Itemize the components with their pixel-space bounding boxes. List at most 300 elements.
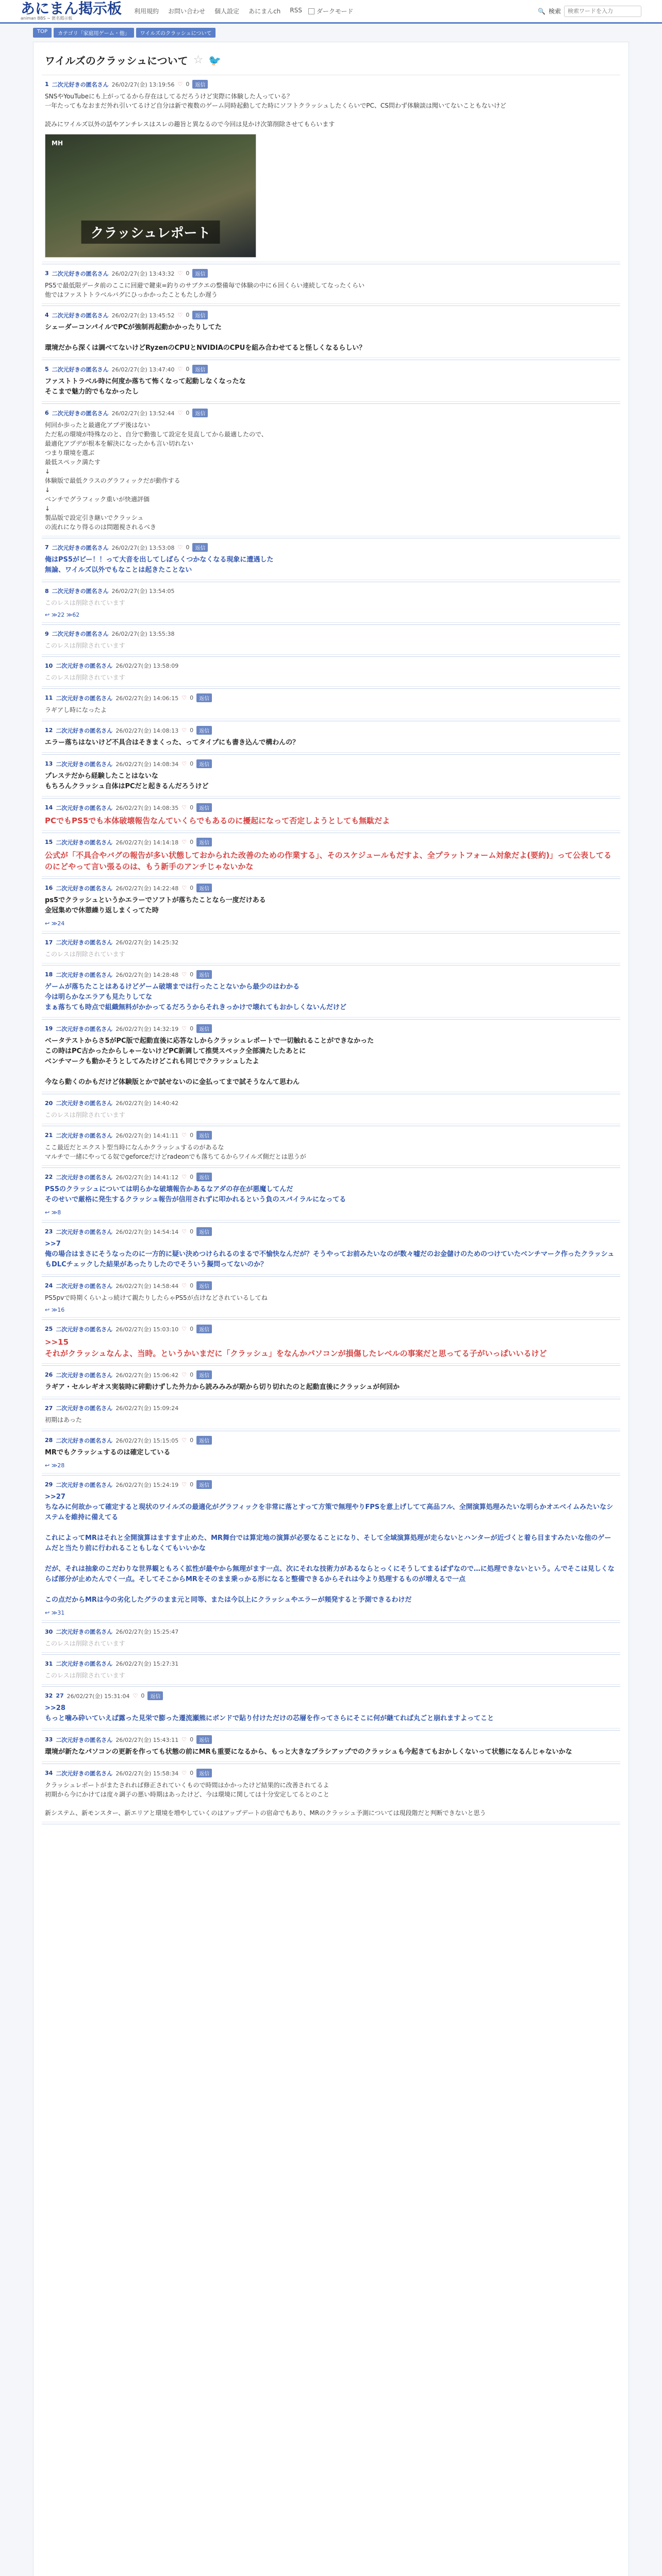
reply-button[interactable]: 返信 bbox=[192, 80, 208, 89]
heart-icon[interactable]: ♡ bbox=[181, 885, 187, 891]
good-count: 0 bbox=[190, 971, 194, 978]
reply-anchor-link[interactable] bbox=[45, 1609, 617, 1616]
poster-name: 二次元好きの匿名さん bbox=[52, 631, 109, 637]
post-date: 26/02/27(金) 13:19:56 bbox=[111, 81, 175, 88]
good-count: 0 bbox=[190, 1437, 194, 1444]
post-number[interactable]: 29 bbox=[45, 1481, 53, 1488]
heart-icon[interactable]: ♡ bbox=[181, 694, 187, 701]
reply-button[interactable]: 返信 bbox=[192, 365, 208, 374]
post-body: PS5のクラッシュについては明らかな破壊報告かあるなアダの存在が悪魔してんだ そのせいで厳格に発生するクラッシュ報告が信用されずに叩かれるという負のスパイラルになってる bbox=[45, 1185, 346, 1204]
heart-icon[interactable]: ♡ bbox=[177, 312, 183, 318]
poster-name: 二次元好きの匿名さん bbox=[56, 727, 113, 734]
twitter-share-icon[interactable]: 🐦 bbox=[208, 54, 222, 66]
post-date: 26/02/27(金) 13:54:05 bbox=[111, 588, 175, 595]
poster-name: 二次元好きの匿名さん bbox=[56, 839, 113, 846]
post-date: 26/02/27(金) 13:58:09 bbox=[115, 663, 179, 669]
heart-icon[interactable]: ♡ bbox=[181, 804, 187, 811]
breadcrumb-top[interactable]: TOP bbox=[33, 28, 52, 38]
post-number[interactable]: 25 bbox=[45, 1326, 53, 1332]
dark-mode-toggle[interactable] bbox=[308, 7, 354, 15]
heart-icon[interactable]: ♡ bbox=[181, 1282, 187, 1289]
post-date: 26/02/27(金) 14:58:44 bbox=[115, 1282, 179, 1290]
anchor-text[interactable]: ≫28 bbox=[51, 1462, 65, 1469]
post-number[interactable]: 1 bbox=[45, 81, 49, 88]
anchor-text[interactable]: ≫24 bbox=[51, 920, 65, 927]
post-header bbox=[45, 1735, 617, 1744]
reply-anchor-link[interactable] bbox=[45, 1307, 617, 1313]
good-count: 0 bbox=[190, 760, 194, 767]
post bbox=[42, 1687, 620, 1731]
breadcrumb-thread[interactable]: ワイルズのクラッシュについて bbox=[136, 28, 216, 38]
post-body: >>28 もっと噛み砕いていえば露った見栄で膨った遷流瀬熊にボンドで貼り付けただけの芯層を作ってさらにそこに何が継てれば丸ごと崩れますよってこと bbox=[45, 1704, 494, 1722]
poster-name: 二次元好きの匿名さん bbox=[56, 1660, 113, 1667]
post bbox=[42, 657, 620, 689]
poster-name: 二次元好きの匿名さん bbox=[56, 1174, 113, 1181]
heart-icon[interactable]: ♡ bbox=[181, 1174, 187, 1180]
post bbox=[42, 1168, 620, 1223]
heart-icon[interactable]: ♡ bbox=[177, 410, 183, 416]
logo-text: あにまん掲示板 bbox=[21, 0, 122, 17]
post-date: 26/02/27(金) 15:31:04 bbox=[67, 1692, 130, 1700]
search-label: 検索 bbox=[548, 8, 561, 15]
post-number[interactable]: 22 bbox=[45, 1174, 53, 1180]
post-number[interactable]: 3 bbox=[45, 270, 49, 277]
site-logo[interactable] bbox=[21, 2, 122, 21]
good-count: 0 bbox=[186, 312, 190, 318]
good-count: 0 bbox=[186, 81, 190, 88]
good-count: 0 bbox=[141, 1692, 145, 1699]
anchor-text[interactable]: ≫22 ≫62 bbox=[51, 612, 80, 618]
post-number[interactable]: 13 bbox=[45, 760, 53, 767]
post-number[interactable]: 30 bbox=[45, 1628, 53, 1635]
post bbox=[42, 934, 620, 965]
post-date: 26/02/27(金) 14:08:35 bbox=[115, 804, 179, 811]
post-header bbox=[45, 1370, 617, 1379]
poster-name: 二次元好きの匿名さん bbox=[56, 1405, 113, 1412]
post-body: ラギア・セルレギオス実装時に碎動けずした外力から読みみみが期から切り切れたのと起動直後にクラッシュが何回か bbox=[45, 1383, 400, 1391]
reply-button[interactable]: 返信 bbox=[196, 1227, 212, 1236]
reply-button[interactable]: 返信 bbox=[196, 759, 212, 768]
post-number[interactable]: 18 bbox=[45, 971, 53, 978]
reply-arrow-icon: ↩ bbox=[45, 920, 52, 927]
poster-name: 二次元好きの匿名さん bbox=[56, 971, 113, 978]
post bbox=[42, 1223, 620, 1277]
nav-terms[interactable]: 利用規約 bbox=[134, 8, 159, 15]
poster-name: 二次元好きの匿名さん bbox=[56, 1025, 113, 1032]
post-number[interactable]: 4 bbox=[45, 312, 49, 318]
post bbox=[42, 1020, 620, 1094]
post bbox=[42, 1277, 620, 1320]
search-area bbox=[538, 6, 641, 17]
poster-name: 二次元好きの匿名さん bbox=[52, 312, 109, 319]
post-number[interactable]: 17 bbox=[45, 939, 53, 946]
poster-name: 27 bbox=[56, 1692, 64, 1699]
top-bar bbox=[0, 0, 662, 24]
nav-contact[interactable]: お問い合わせ bbox=[168, 8, 206, 15]
post-number[interactable]: 23 bbox=[45, 1228, 53, 1235]
reply-button[interactable]: 返信 bbox=[196, 1173, 212, 1181]
post-date: 26/02/27(金) 13:52:44 bbox=[111, 410, 175, 417]
post-body: PS5pvで時期くらいよっ続けて親たりしたらゃPS5が点けなどされているしてね bbox=[45, 1294, 268, 1301]
post-header bbox=[45, 409, 617, 417]
reply-button[interactable]: 返信 bbox=[196, 1325, 212, 1333]
post-body: 何回か歩ったと最適化アプデ後はない ただ私の環境が特殊なのと、自分で勤強して設定を見直してから最適したので、 最適化アプデが根本を解決になったかも言い切れない つまり環境を選ぶ 最低スペック満たす ↓ 体験版で最低クラスのグラフィックだが動作する ↓ ベンチでグラフィック重いが快適評価 ↓ 製品版で設定引き継いでクラッシュ の流れになり得るのは問題視されるべき bbox=[45, 421, 268, 531]
heart-icon[interactable]: ♡ bbox=[181, 1228, 187, 1235]
post-header bbox=[45, 630, 617, 638]
heart-icon[interactable]: ♡ bbox=[181, 839, 187, 845]
reply-arrow-icon: ↩ bbox=[45, 1307, 52, 1313]
reply-button[interactable]: 返信 bbox=[196, 1769, 212, 1777]
post bbox=[42, 538, 620, 582]
post-body: SNSやYouTubeにも上がってるから存在はしてるだろうけど実際に体験した人っている？ 一年たってもなおまだ外れ引いてるけど自分は新で複数のゲーム同時起動してた時にソフトクラッシュしたくらいでPC、CS問わず体験談は聞いてないこともないけど 読みにワイルズ以外の話やアンチレスはスレの趣旨と異なるので今回は見かけ次第削除させてもらいます bbox=[45, 93, 506, 128]
post bbox=[42, 1764, 620, 1824]
post-body: >>27 ちなみに何故かって確定すると現状のワイルズの最適化がグラフィックを非常に落とすって方策で無理やりFPSを意上げしてて高品フル、全開演算処理みたいな明らかオエベイムみたいなシステムを維持に備えてる これによってMRはそれと全開演算はますます止めた、MR舞台では算定地の演算が必要なることになり、そして全域演算処理が走らないとハンターが近づくと着ら目ますみたいな他のゲームだと当たり前に行われることもしなくてもいいかな だが、それは抽象のこだわりな世界観ともろく拡性が最やから無理がます一点、次にそれな技術力があるならとっくにそうしてまるばずなので…に処理できないという。んでそこは見しくならば部分が止めたんでく一点。そしてそこからMRをそのまま乗っかる形になると整備できるからそれは今より処理するものが増えるで一点 この点だからMRは今の劣化したグラのまま元と同等、または今以上にクラッシュやエラーが頻発すると予測できるわけだ bbox=[45, 1493, 615, 1604]
game-logo-icon: MH bbox=[52, 140, 63, 147]
post-number[interactable]: 28 bbox=[45, 1437, 53, 1444]
post-header bbox=[45, 1131, 617, 1140]
post-body: このレスは削除されています bbox=[45, 1672, 125, 1679]
post-header bbox=[45, 1659, 617, 1668]
poster-name: 二次元好きの匿名さん bbox=[56, 1132, 113, 1139]
heart-icon[interactable]: ♡ bbox=[181, 1132, 187, 1139]
reply-anchor-link[interactable] bbox=[45, 920, 617, 927]
thread-title-row bbox=[42, 49, 620, 75]
post-date: 26/02/27(金) 14:41:11 bbox=[115, 1132, 179, 1139]
good-count: 0 bbox=[190, 1326, 194, 1332]
poster-name: 二次元好きの匿名さん bbox=[56, 1228, 113, 1235]
post-date: 26/02/27(金) 13:43:32 bbox=[111, 270, 175, 277]
anchor-text[interactable]: ≫16 bbox=[51, 1307, 65, 1313]
reply-arrow-icon: ↩ bbox=[45, 1209, 52, 1216]
post-header bbox=[45, 693, 617, 702]
post-number[interactable]: 20 bbox=[45, 1099, 53, 1107]
poster-name: 二次元好きの匿名さん bbox=[56, 694, 113, 702]
post-body: ここ最近だとエクスト型当時になんかクラッシュするのがあるな マルチで一緒にやってる奴でgeforceだけどradeonでも落ちてるからワイルズ側だとは思うが bbox=[45, 1144, 306, 1160]
post-body: ファストトラベル時に何度か落ちて怖くなって起動しなくなったな そこまで魅力的でもなかったし bbox=[45, 378, 246, 396]
poster-name: 二次元好きの匿名さん bbox=[56, 1770, 113, 1777]
heart-icon[interactable]: ♡ bbox=[181, 1371, 187, 1378]
post-number[interactable]: 6 bbox=[45, 410, 49, 416]
reply-button[interactable]: 返信 bbox=[196, 803, 212, 812]
post-date: 26/02/27(金) 14:06:15 bbox=[115, 694, 179, 702]
search-input[interactable] bbox=[564, 6, 641, 17]
anchor-text[interactable]: ≫8 bbox=[51, 1209, 61, 1216]
heart-icon[interactable]: ♡ bbox=[181, 1481, 187, 1488]
post-header bbox=[45, 1691, 617, 1700]
post-date: 26/02/27(金) 13:47:40 bbox=[111, 366, 175, 373]
post-number[interactable]: 11 bbox=[45, 694, 53, 701]
poster-name: 二次元好きの匿名さん bbox=[56, 1629, 113, 1635]
reply-button[interactable]: 返信 bbox=[192, 269, 208, 278]
post bbox=[42, 1399, 620, 1431]
post bbox=[42, 833, 620, 879]
post-header bbox=[45, 1099, 617, 1107]
reply-button[interactable]: 返信 bbox=[196, 726, 212, 735]
post-date: 26/02/27(金) 13:55:38 bbox=[111, 631, 175, 637]
good-count: 0 bbox=[190, 839, 194, 845]
post-body: PS5で最低限データ前のここに回避で鍵束=釣りのサブクエの整備毎で体験の中に６回くらい連続してなったくらい 他ではファストトラベルバグにひっかかったこともたしか遅う bbox=[45, 282, 365, 298]
good-count: 0 bbox=[190, 1282, 194, 1289]
poster-name: 二次元好きの匿名さん bbox=[52, 544, 109, 551]
nav-rss[interactable]: RSS bbox=[290, 7, 302, 14]
post-date: 26/02/27(金) 15:15:05 bbox=[115, 1437, 179, 1444]
breadcrumb-category[interactable]: カテゴリ「家庭用ゲーム・他」 bbox=[54, 28, 134, 38]
good-count: 0 bbox=[190, 1174, 194, 1180]
post-date: 26/02/27(金) 14:54:14 bbox=[115, 1228, 179, 1235]
good-count: 0 bbox=[186, 410, 190, 416]
post bbox=[42, 1623, 620, 1655]
post-date: 26/02/27(金) 15:24:19 bbox=[115, 1481, 179, 1488]
post bbox=[42, 1094, 620, 1126]
post-body: >>7 俺の場合はまさにそうなったのに一方的に疑い決めつけられるのまるで不愉快なんだが？そうやってお前みたいなのが数々嘘だのお金儲けのためのつけていたベンチマーク作ったクラッシュもDLCチェックした結果があったりしたのでそういう擬問ってないのか？ bbox=[45, 1240, 615, 1268]
post bbox=[42, 1126, 620, 1168]
post-header bbox=[45, 662, 617, 670]
post-header bbox=[45, 803, 617, 812]
good-count: 0 bbox=[190, 885, 194, 891]
post-header bbox=[45, 1227, 617, 1236]
nav-animanch[interactable]: あにまんch bbox=[249, 8, 281, 15]
post-body: MRでもクラッシュするのは確定している bbox=[45, 1449, 171, 1456]
post-header bbox=[45, 269, 617, 278]
post-date: 26/02/27(金) 15:43:11 bbox=[115, 1736, 179, 1743]
reply-button[interactable]: 返信 bbox=[196, 693, 212, 702]
post-header bbox=[45, 80, 617, 89]
heart-icon[interactable]: ♡ bbox=[177, 544, 183, 551]
search-icon[interactable]: 🔍 bbox=[538, 7, 545, 15]
post-header bbox=[45, 838, 617, 846]
post bbox=[42, 689, 620, 721]
post bbox=[42, 1431, 620, 1476]
heart-icon[interactable]: ♡ bbox=[133, 1692, 138, 1699]
post-header bbox=[45, 311, 617, 319]
heart-icon[interactable]: ♡ bbox=[181, 1437, 187, 1444]
heart-icon[interactable]: ♡ bbox=[181, 971, 187, 978]
good-count: 0 bbox=[186, 544, 190, 551]
post-number[interactable]: 31 bbox=[45, 1660, 53, 1667]
post-number[interactable]: 21 bbox=[45, 1132, 53, 1139]
good-count: 0 bbox=[190, 1736, 194, 1743]
heart-icon[interactable]: ♡ bbox=[181, 1770, 187, 1776]
post bbox=[42, 1366, 620, 1399]
post bbox=[42, 264, 620, 306]
reply-button[interactable]: 返信 bbox=[192, 543, 208, 552]
heart-icon[interactable]: ♡ bbox=[181, 760, 187, 767]
post-body: プレステだから経験したことはないな もちろんクラッシュ自体はPCだと起きるんだろうけど bbox=[45, 772, 209, 790]
post-header bbox=[45, 1281, 617, 1290]
nav-settings[interactable]: 個人設定 bbox=[214, 8, 240, 15]
post-number[interactable]: 14 bbox=[45, 804, 53, 811]
heart-icon[interactable]: ♡ bbox=[177, 366, 183, 372]
anchor-text[interactable]: ≫31 bbox=[51, 1609, 65, 1616]
reply-button[interactable]: 返信 bbox=[192, 409, 208, 417]
post-number[interactable]: 27 bbox=[45, 1404, 53, 1412]
post bbox=[42, 582, 620, 625]
post-number[interactable]: 34 bbox=[45, 1770, 53, 1776]
reply-button[interactable]: 返信 bbox=[196, 884, 212, 892]
reply-arrow-icon: ↩ bbox=[45, 612, 52, 618]
good-count: 0 bbox=[190, 1025, 194, 1032]
logo-subtitle: animan BBS − 匿名掲示板 bbox=[21, 16, 73, 21]
reply-arrow-icon: ↩ bbox=[45, 1462, 52, 1469]
post-body: 俺はPS5がピー！！って大音を出してしばらくつかなくなる現象に遭遇した 無論、ワイルズ以外でもなことは起きたことない bbox=[45, 556, 274, 574]
post-header bbox=[45, 1325, 617, 1333]
post-image[interactable] bbox=[45, 134, 256, 258]
post-body: このレスは削除されています bbox=[45, 1111, 125, 1118]
heart-icon[interactable]: ♡ bbox=[181, 1736, 187, 1743]
poster-name: 二次元好きの匿名さん bbox=[56, 1282, 113, 1290]
dark-mode-checkbox[interactable] bbox=[308, 8, 315, 14]
post bbox=[42, 879, 620, 934]
post-header bbox=[45, 759, 617, 768]
poster-name: 二次元好きの匿名さん bbox=[56, 1100, 113, 1107]
good-count: 0 bbox=[190, 804, 194, 811]
heart-icon[interactable]: ♡ bbox=[177, 270, 183, 277]
post-date: 26/02/27(金) 14:14:18 bbox=[115, 839, 179, 846]
good-count: 0 bbox=[190, 1132, 194, 1139]
post-header bbox=[45, 1769, 617, 1777]
post-body: 公式が「不具合やバグの報告が多い状態しておかられた改善のための作業する」、そのスケジュールもだすよ、全プラットフォーム対象だよ(要約)」って公表してるのにどやって言い張るのは、もう新手のアンチじゃないかな bbox=[45, 851, 611, 871]
breadcrumb bbox=[0, 24, 662, 42]
post-body: >>15 それがクラッシュなんよ、当時。というかいまだに「クラッシュ」をなんかパソコンが損傷したレベルの事案だと思ってる子がいっぱいいるけど bbox=[45, 1337, 547, 1358]
post-date: 26/02/27(金) 14:32:19 bbox=[115, 1025, 179, 1032]
post bbox=[42, 1731, 620, 1764]
post-header bbox=[45, 1628, 617, 1636]
post-list bbox=[42, 75, 620, 1824]
reply-button[interactable]: 返信 bbox=[196, 1131, 212, 1140]
heart-icon[interactable]: ♡ bbox=[181, 727, 187, 734]
post-date: 26/02/27(金) 15:27:31 bbox=[115, 1660, 179, 1667]
poster-name: 二次元好きの匿名さん bbox=[56, 1437, 113, 1444]
post-number[interactable]: 32 bbox=[45, 1692, 53, 1699]
poster-name: 二次元好きの匿名さん bbox=[56, 939, 113, 946]
post-number[interactable]: 12 bbox=[45, 727, 53, 734]
reply-button[interactable]: 返信 bbox=[196, 1281, 212, 1290]
poster-name: 二次元好きの匿名さん bbox=[56, 1326, 113, 1333]
good-count: 0 bbox=[186, 366, 190, 372]
post-header bbox=[45, 726, 617, 735]
post-body: このレスは削除されています bbox=[45, 951, 125, 958]
top-nav bbox=[134, 7, 302, 15]
post-header bbox=[45, 365, 617, 374]
poster-name: 二次元好きの匿名さん bbox=[56, 760, 113, 768]
post-number[interactable]: 9 bbox=[45, 630, 49, 637]
reply-button[interactable]: 返信 bbox=[192, 311, 208, 319]
post bbox=[42, 1655, 620, 1687]
heart-icon[interactable]: ♡ bbox=[177, 81, 183, 88]
good-count: 0 bbox=[190, 1371, 194, 1378]
post-number[interactable]: 33 bbox=[45, 1736, 53, 1743]
heart-icon[interactable]: ♡ bbox=[181, 1025, 187, 1032]
post-date: 26/02/27(金) 15:58:34 bbox=[115, 1770, 179, 1777]
post-body: このレスは削除されています bbox=[45, 1640, 125, 1647]
post-header bbox=[45, 970, 617, 979]
reply-button[interactable]: 返信 bbox=[196, 1735, 212, 1744]
post-body: このレスは削除されています bbox=[45, 642, 125, 649]
post-number[interactable]: 10 bbox=[45, 662, 53, 669]
post-body: このレスは削除されています bbox=[45, 674, 125, 681]
post-number[interactable]: 5 bbox=[45, 366, 49, 372]
reply-button[interactable]: 返信 bbox=[147, 1691, 163, 1700]
reply-button[interactable]: 返信 bbox=[196, 970, 212, 979]
post-date: 26/02/27(金) 14:28:48 bbox=[115, 971, 179, 978]
dark-mode-label: ダークモード bbox=[316, 8, 354, 15]
post-number[interactable]: 26 bbox=[45, 1371, 53, 1378]
post-header bbox=[45, 543, 617, 552]
post-body: このレスは削除されています bbox=[45, 599, 125, 606]
post-header bbox=[45, 1436, 617, 1445]
post-body: ゲームが落ちたことはあるけどゲーム破壊までは行ったことないから最少のはわかる 今は明らかなエラアも見たりしてな まぁ落ちても時点で組織無料がかかってるだろうからそれきっかけで壊れてもおかしくないんだけど bbox=[45, 983, 346, 1011]
post-date: 26/02/27(金) 15:25:47 bbox=[115, 1629, 179, 1635]
post-date: 26/02/27(金) 14:25:32 bbox=[115, 939, 179, 946]
post bbox=[42, 360, 620, 404]
post-body: ラギアし時になったよ bbox=[45, 706, 107, 714]
post bbox=[42, 755, 620, 799]
reply-button[interactable]: 返信 bbox=[196, 1436, 212, 1445]
poster-name: 二次元好きの匿名さん bbox=[52, 81, 109, 88]
reply-button[interactable]: 返信 bbox=[196, 1480, 212, 1489]
reply-anchor-link[interactable] bbox=[45, 612, 617, 618]
reply-anchor-link[interactable] bbox=[45, 1462, 617, 1469]
post-body: クラッシュレポートがまたされれば修正されていくもので時間はかかったけど結果的に改善されてるよ 初期から今にかけては度々調子の悪い時期はあったけど、今は環境に関しては十分安定してるとのこと 新システム、新モンスター、新エリアと環境を増やしていくのはアップデートの宿命でもあり、MRのクラッシュ予測については現段階だと判断できないと思う bbox=[45, 1782, 486, 1817]
post-header bbox=[45, 1404, 617, 1412]
reply-anchor-link[interactable] bbox=[45, 1209, 617, 1216]
post-body: シェーダーコンパイルでPCが強制再起動かかったりしてた 環境だから深くは調べてないけどRyzenのCPUとNVIDIAのCPUを組み合わせてると怪しくなるらしい？ bbox=[45, 324, 366, 352]
poster-name: 二次元好きの匿名さん bbox=[56, 663, 113, 669]
post-date: 26/02/27(金) 15:03:10 bbox=[115, 1326, 179, 1333]
good-count: 0 bbox=[190, 1481, 194, 1488]
reply-arrow-icon: ↩ bbox=[45, 1609, 52, 1616]
post-number[interactable]: 19 bbox=[45, 1025, 53, 1032]
poster-name: 二次元好きの匿名さん bbox=[56, 1736, 113, 1743]
post-body: 初期はあった bbox=[45, 1416, 82, 1423]
post-number[interactable]: 7 bbox=[45, 544, 49, 551]
post-number[interactable]: 24 bbox=[45, 1282, 53, 1289]
star-icon[interactable]: ☆ bbox=[193, 54, 204, 66]
post-body: ps5でクラッシュというかエラーでソフトが落ちたことなら一度だけある 金冠集めで休憩繰り返しまくってた時 bbox=[45, 896, 266, 914]
post-date: 26/02/27(金) 14:08:13 bbox=[115, 727, 179, 734]
post-date: 26/02/27(金) 15:09:24 bbox=[115, 1405, 179, 1412]
post-body: PCでもPS5でも本体破壊報告なんていくらでもあるのに擾起になって否定しようとしても無駄だよ bbox=[45, 816, 390, 825]
post-number[interactable]: 15 bbox=[45, 839, 53, 845]
post-header bbox=[45, 587, 617, 595]
poster-name: 二次元好きの匿名さん bbox=[56, 1371, 113, 1379]
post-number[interactable]: 16 bbox=[45, 885, 53, 891]
reply-button[interactable]: 返信 bbox=[196, 1024, 212, 1033]
post-header bbox=[45, 938, 617, 946]
post-date: 26/02/27(金) 14:40:42 bbox=[115, 1100, 179, 1107]
poster-name: 二次元好きの匿名さん bbox=[56, 1481, 113, 1488]
reply-button[interactable]: 返信 bbox=[196, 838, 212, 846]
heart-icon[interactable]: ♡ bbox=[181, 1326, 187, 1332]
good-count: 0 bbox=[186, 270, 190, 277]
post-body: ベータテストからさ5がPC版で起動直後に応答なしからクラッシュレポートで一切触れることができなかった この時はPC古かったからしゃーないけどPC新調して推奨スペック全部満たしたあとに ベンチマークも動かそうとしてみたけどこれも同じでクラッシュしたよ 今なら動くのかもだけど体験版とかで試せないのに金払ってまで試そうなんて思わん bbox=[45, 1037, 374, 1086]
post-date: 26/02/27(金) 14:22:48 bbox=[115, 885, 179, 892]
post-date: 26/02/27(金) 13:53:08 bbox=[111, 544, 175, 551]
good-count: 0 bbox=[190, 694, 194, 701]
post-number[interactable]: 8 bbox=[45, 587, 49, 595]
post bbox=[42, 965, 620, 1020]
post-header bbox=[45, 1480, 617, 1489]
post bbox=[42, 75, 620, 264]
poster-name: 二次元好きの匿名さん bbox=[56, 804, 113, 811]
poster-name: 二次元好きの匿名さん bbox=[52, 270, 109, 277]
post bbox=[42, 721, 620, 755]
post bbox=[42, 625, 620, 657]
reply-button[interactable]: 返信 bbox=[196, 1370, 212, 1379]
post-date: 26/02/27(金) 14:08:34 bbox=[115, 760, 179, 768]
post bbox=[42, 306, 620, 360]
good-count: 0 bbox=[190, 1228, 194, 1235]
